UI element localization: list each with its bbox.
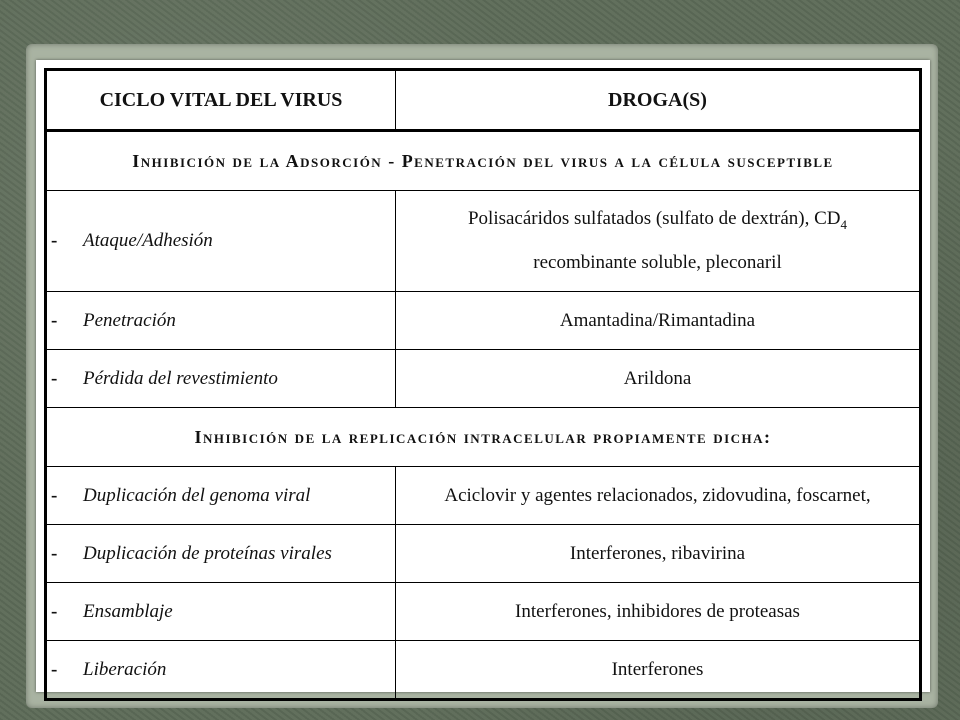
table-row — [46, 350, 921, 408]
document-frame — [36, 60, 930, 692]
bullet-dash: - — [51, 484, 58, 506]
bullet-dash: - — [51, 600, 58, 622]
table-row — [46, 641, 921, 700]
table-row — [46, 292, 921, 350]
drug-subscript: 4 — [840, 216, 848, 232]
bullet-dash: - — [51, 230, 58, 251]
drug-cell: Interferones, ribavirina — [396, 525, 921, 583]
drug-cell: Arildona — [396, 350, 921, 408]
step-label: Liberación — [83, 658, 167, 680]
section-title-replication: Inhibición de la replicación intracelular propiamente dicha: — [46, 408, 921, 467]
life-cycle-step — [46, 467, 396, 525]
table-header-row — [46, 70, 921, 131]
bullet-dash: - — [51, 309, 58, 331]
section-row-adsorption — [46, 131, 921, 191]
drug-cell — [396, 191, 921, 292]
table-row — [46, 583, 921, 641]
bullet-dash: - — [51, 367, 58, 389]
section-row-replication — [46, 408, 921, 467]
drug-cell: Interferones, inhibidores de proteasas — [396, 583, 921, 641]
step-label: Ataque/Adhesión — [83, 230, 213, 251]
drug-cell: Interferones — [396, 641, 921, 700]
table-row — [46, 525, 921, 583]
life-cycle-step — [46, 525, 396, 583]
step-label: Ensamblaje — [83, 600, 173, 622]
table-row — [46, 191, 921, 292]
header-drugs: DROGA(S) — [396, 70, 921, 131]
table-row — [46, 467, 921, 525]
life-cycle-step — [46, 191, 396, 292]
life-cycle-step — [46, 292, 396, 350]
step-label: Penetración — [83, 309, 176, 331]
antiviral-drug-table — [44, 68, 922, 701]
life-cycle-step — [46, 350, 396, 408]
bullet-dash: - — [51, 542, 58, 564]
drug-cell: Amantadina/Rimantadina — [396, 292, 921, 350]
step-label: Duplicación de proteínas virales — [83, 542, 332, 564]
bullet-dash: - — [51, 658, 58, 680]
drug-text-line1: Polisacáridos sulfatados (sulfato de dextrán), CD — [467, 208, 841, 230]
drug-cell: Aciclovir y agentes relacionados, zidovudina, foscarnet, — [396, 467, 921, 525]
life-cycle-step — [46, 641, 396, 700]
life-cycle-step — [46, 583, 396, 641]
section-title-adsorption: Inhibición de la Adsorción - Penetración del virus a la célula susceptible — [46, 131, 921, 191]
step-label: Pérdida del revestimiento — [83, 367, 278, 389]
step-label: Duplicación del genoma viral — [83, 484, 311, 506]
drug-text-line2: recombinante soluble, pleconaril — [533, 251, 782, 273]
header-life-cycle: CICLO VITAL DEL VIRUS — [46, 70, 396, 131]
